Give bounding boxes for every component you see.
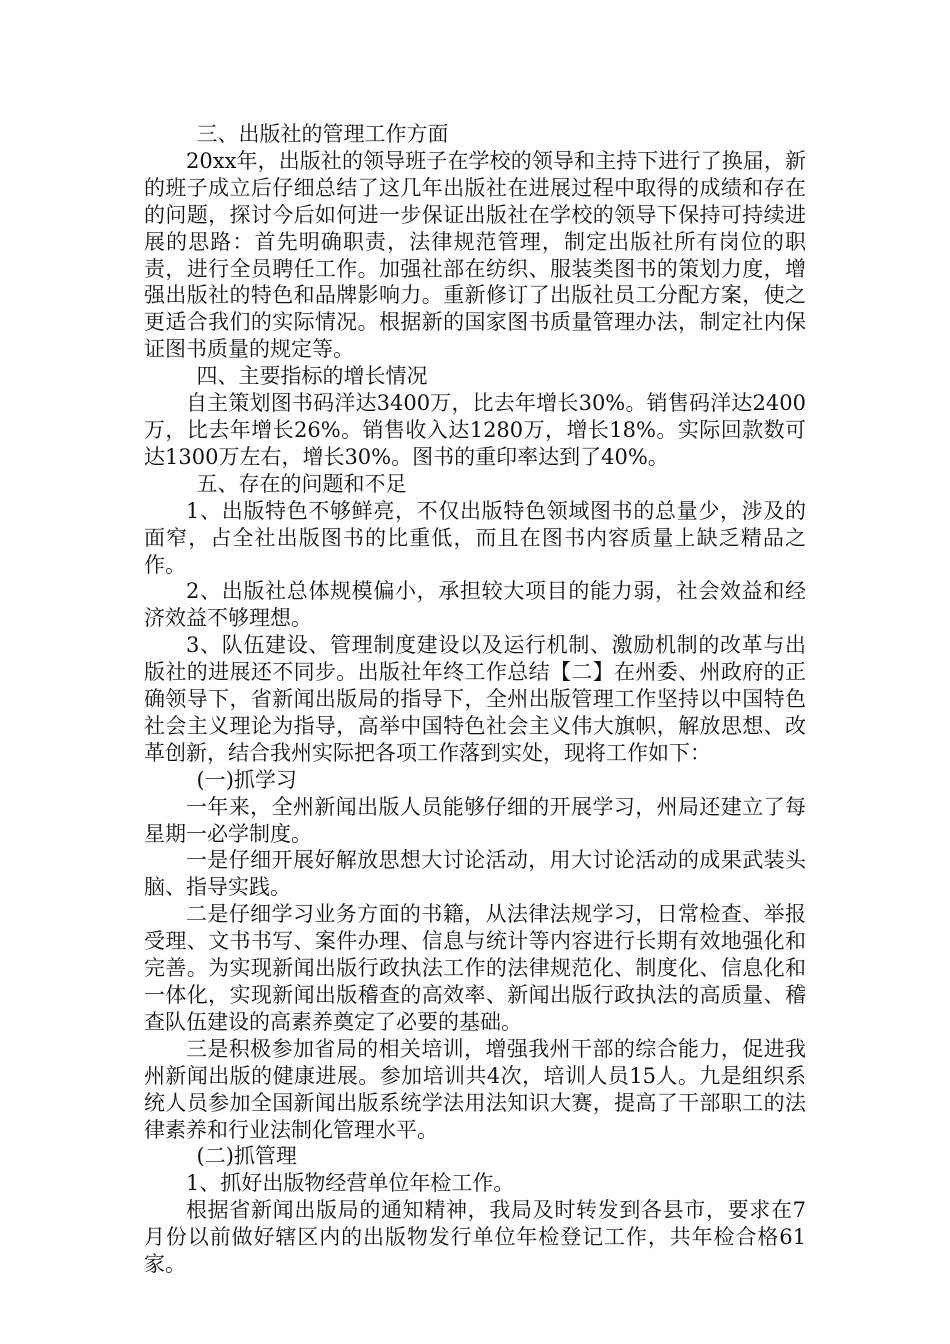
paragraph-study-second: 二是仔细学习业务方面的书籍，从法律法规学习，日常检查、举报受理、文书书写、案件办理、信息与统计等内容进行长期有效地强化和完善。为实现新闻出版行政执法工作的法律规范化、制度化、信息化和一体化，实现新闻出版稽查的高效率、新闻出版行政执法的高质量、稽查队伍建设的高素养奠定了必要的基础。 [144, 902, 806, 1034]
paragraph-study-first: 一是仔细开展好解放思想大讨论活动，用大讨论活动的成果武装头脑、指导实践。 [144, 848, 806, 900]
paragraph-study-intro: 一年来，全州新闻出版人员能够仔细的开展学习，州局还建立了每星期一必学制度。 [144, 794, 806, 846]
section-heading-management: (二)抓管理 [196, 1144, 297, 1169]
paragraph-problem-2: 2、出版社总体规模偏小，承担较大项目的能力弱，社会效益和经济效益不够理想。 [144, 579, 806, 631]
paragraph-annual-inspection: 1、抓好出版物经营单位年检工作。 [186, 1171, 515, 1196]
paragraph-inspection-details: 根据省新闻出版局的通知精神，我局及时转发到各县市，要求在7月份以前做好辖区内的出版物发行单位年检登记工作，共年检合格61家。 [144, 1198, 806, 1277]
document-page [144, 121, 806, 1278]
paragraph-problem-1: 1、出版特色不够鲜亮，不仅出版特色领域图书的总量少，涉及的面窄，占全社出版图书的比重低，而且在图书内容质量上缺乏精品之作。 [144, 498, 806, 577]
paragraph-indicator-figures: 自主策划图书码洋达3400万，比去年增长30%。销售码洋达2400万，比去年增长26%。销售收入达1280万，增长18%。实际回款数可达1300万左右，增长30%。图书的重印率达到了40%。 [144, 391, 806, 469]
paragraph-management-details: 20xx年，出版社的领导班子在学校的领导和主持下进行了换届，新的班子成立后仔细总结了这几年出版社在进展过程中取得的成绩和存在的问题，探讨今后如何进一步保证出版社在学校的领导下保持可持续进展的思路：首先明确职责，法律规范管理，制定出版社所有岗位的职责，进行全员聘任工作。加强社部在纺织、服装类图书的策划力度，增强出版社的特色和品牌影响力。重新修订了出版社员工分配方案，使之更适合我们的实际情况。根据新的国家图书质量管理办法，制定社内保证图书质量的规定等。 [144, 148, 806, 362]
section-heading-study: (一)抓学习 [196, 767, 297, 792]
section-heading-key-indicators: 四、主要指标的增长情况 [196, 364, 428, 389]
section-heading-problems: 五、存在的问题和不足 [196, 471, 407, 496]
paragraph-problem-3: 3、队伍建设、管理制度建设以及运行机制、激励机制的改革与出版社的进展还不同步。出版社年终工作总结【二】在州委、州政府的正确领导下，省新闻出版局的指导下，全州出版管理工作坚持以中国特色社会主义理论为指导，高举中国特色社会主义伟大旗帜，解放思想、改革创新，结合我州实际把各项工作落到实处，现将工作如下： [144, 633, 806, 765]
paragraph-study-third: 三是积极参加省局的相关培训，增强我州干部的综合能力，促进我州新闻出版的健康进展。参加培训共4次，培训人员15人。九是组织系统人员参加全国新闻出版系统学法用法知识大赛，提高了干部职工的法律素养和行业法制化管理水平。 [144, 1036, 806, 1142]
section-heading-publishing-management: 三、出版社的管理工作方面 [196, 122, 449, 146]
